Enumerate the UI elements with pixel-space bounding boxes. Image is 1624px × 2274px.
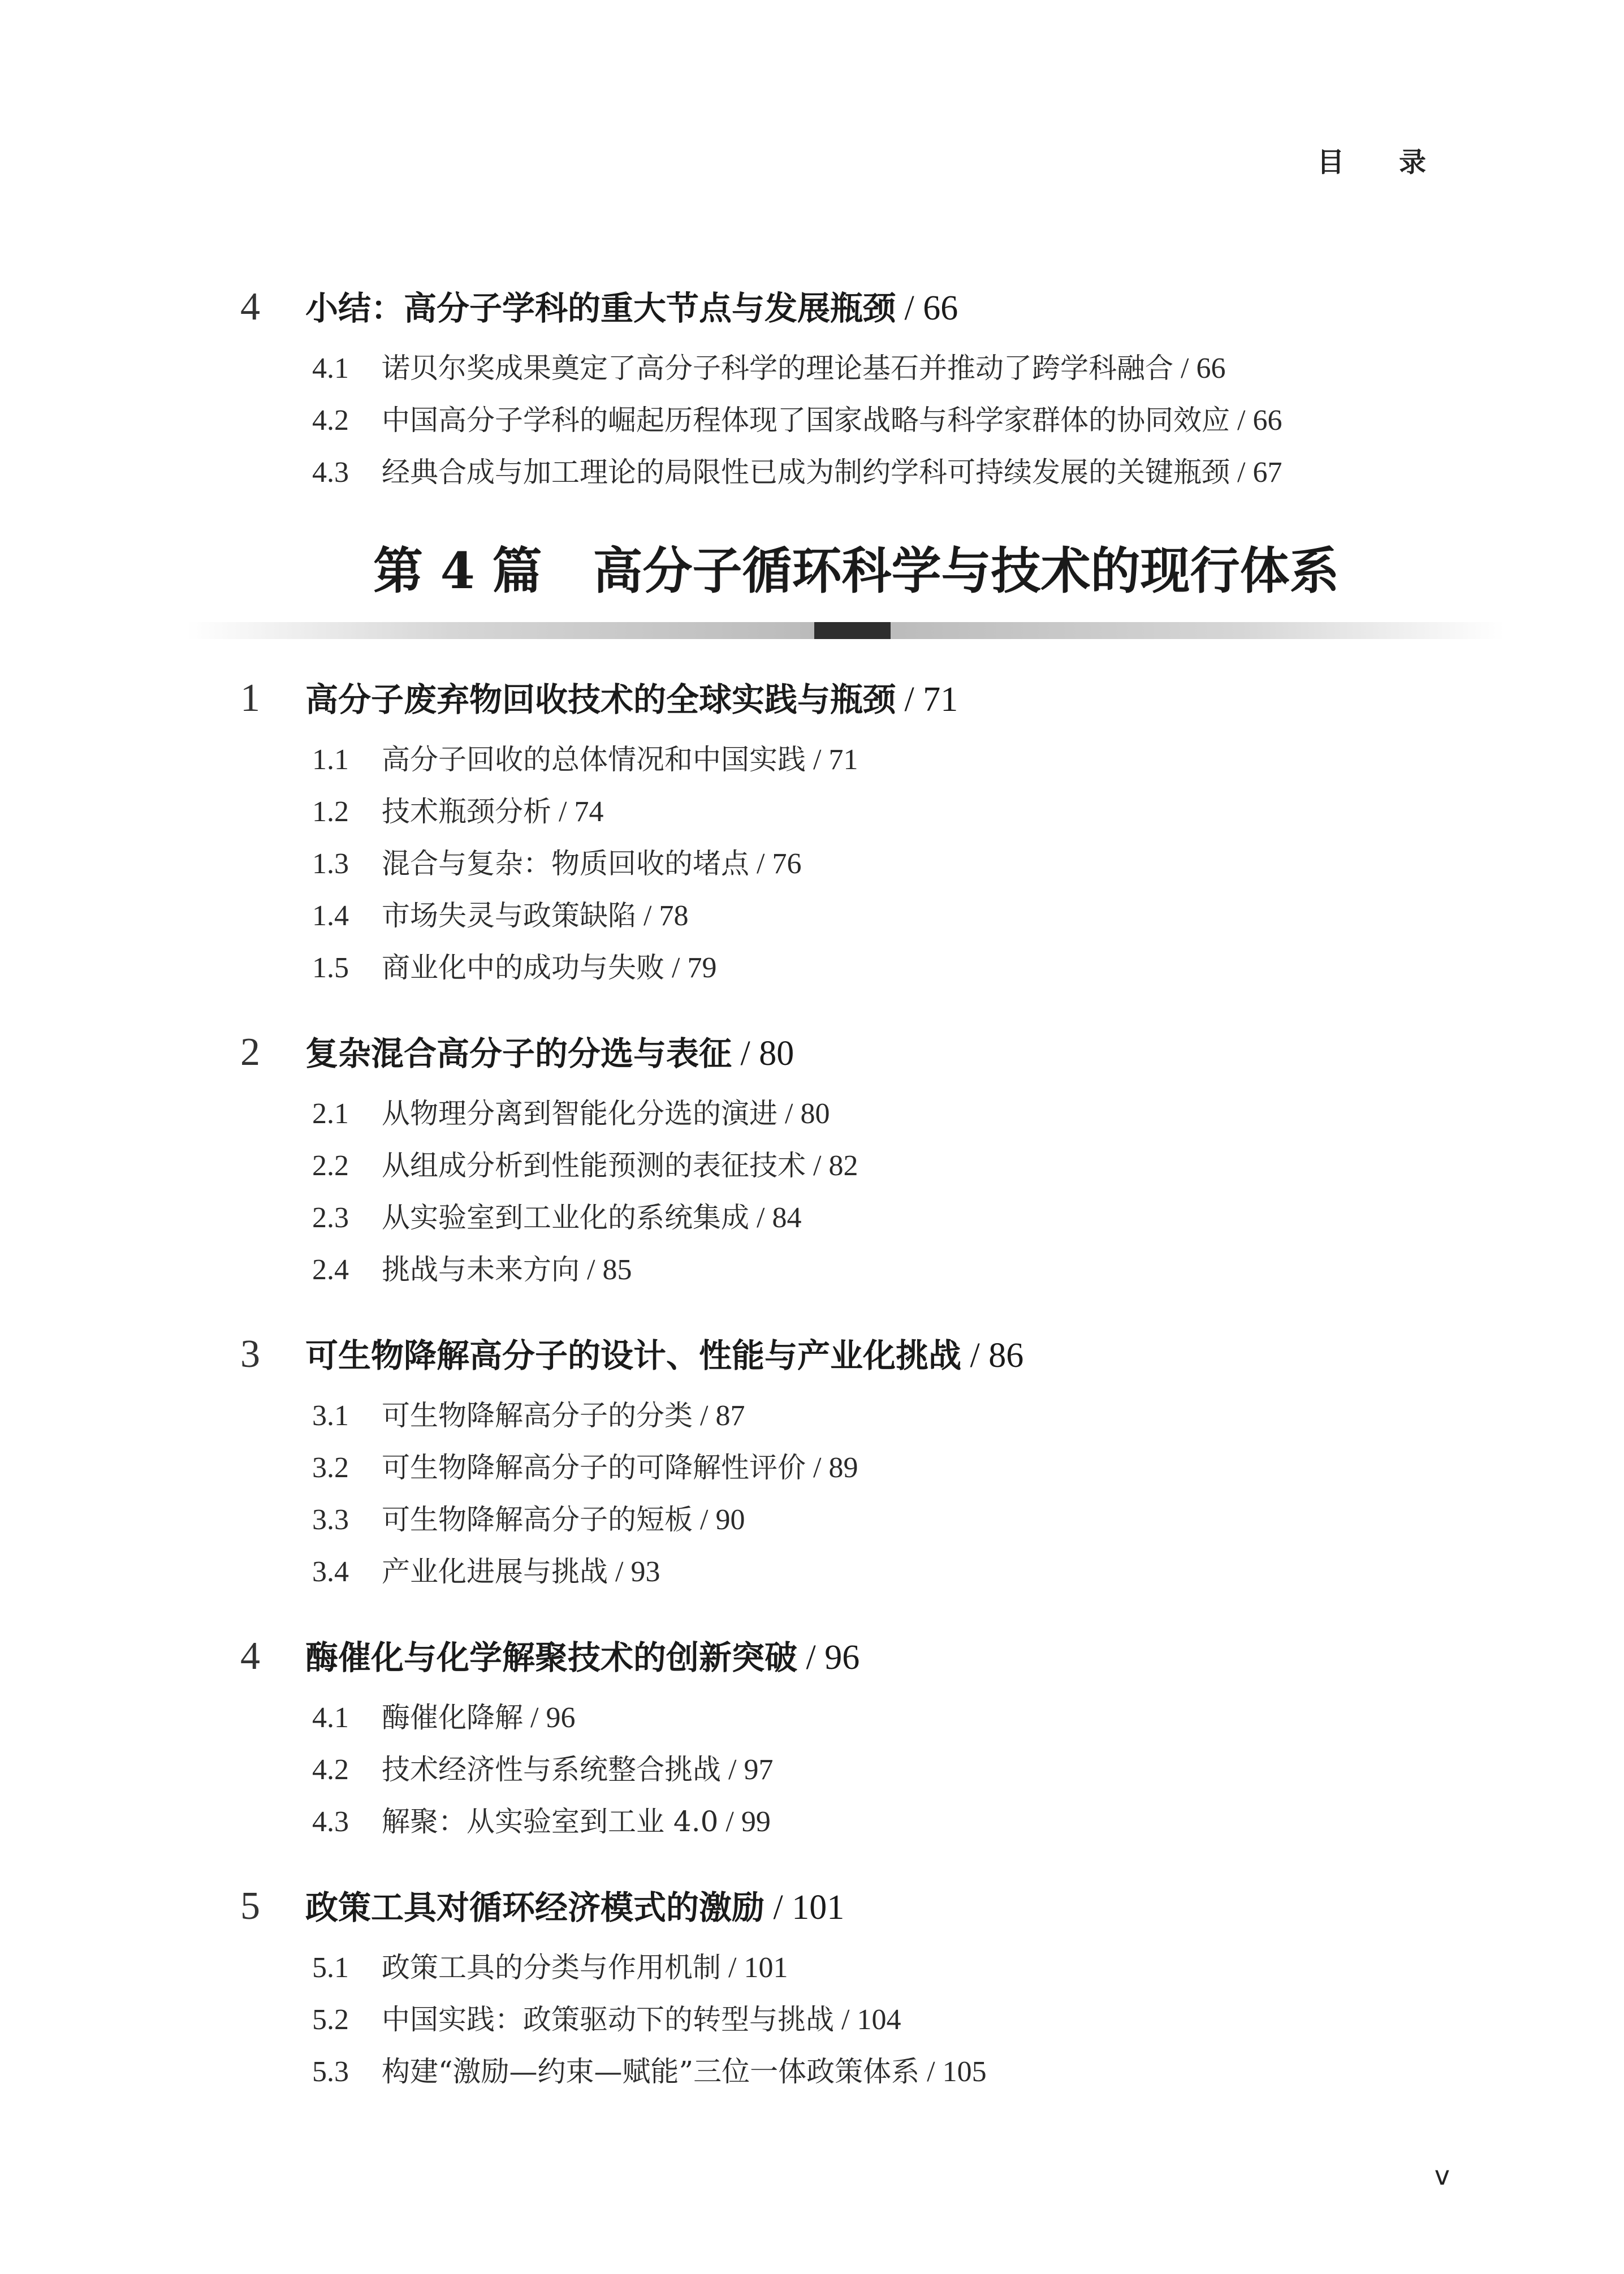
section-page: / 87 <box>693 1400 745 1432</box>
section-title: 政策工具的分类与作用机制 <box>382 1951 721 1984</box>
chapter-title: 可生物降解高分子的设计、性能与产业化挑战 <box>305 1336 962 1375</box>
chapter-number: 4 <box>240 285 260 329</box>
section-page: / 66 <box>1230 404 1282 437</box>
section-number: 4.2 <box>312 404 349 437</box>
section-page: / 85 <box>580 1254 632 1286</box>
section-number: 3.1 <box>312 1400 349 1432</box>
toc-section-entry[interactable] <box>312 1151 858 1181</box>
toc-chapter-entry[interactable] <box>240 1884 845 1928</box>
section-number: 1.5 <box>312 952 349 984</box>
section-number: 3.3 <box>312 1504 349 1536</box>
toc-section-entry[interactable] <box>312 458 1282 487</box>
section-page: / 99 <box>718 1806 771 1838</box>
toc-chapter-entry[interactable] <box>240 1332 1024 1376</box>
part-title: 高分子循环科学与技术的现行体系 <box>593 541 1340 600</box>
section-page: / 90 <box>693 1504 745 1536</box>
toc-section-entry[interactable] <box>312 953 716 983</box>
section-title: 酶催化降解 <box>382 1701 523 1734</box>
toc-chapter-entry[interactable] <box>240 676 958 720</box>
section-number: 4.1 <box>312 352 349 385</box>
section-page: / 67 <box>1230 456 1282 489</box>
section-page: / 80 <box>778 1098 830 1130</box>
section-page: / 89 <box>806 1452 858 1484</box>
chapter-number: 4 <box>240 1634 260 1678</box>
toc-section-entry[interactable] <box>312 1203 801 1233</box>
chapter-page: / 66 <box>896 289 958 327</box>
section-number: 5.2 <box>312 2004 349 2036</box>
chapter-number: 3 <box>240 1332 260 1376</box>
section-title: 商业化中的成功与失败 <box>382 951 664 984</box>
section-title: 市场失灵与政策缺陷 <box>382 899 636 932</box>
toc-section-entry[interactable] <box>312 354 1225 383</box>
part-heading <box>373 532 1340 603</box>
toc-section-entry[interactable] <box>312 1557 660 1587</box>
section-page: / 74 <box>551 796 604 828</box>
chapter-title: 政策工具对循环经济模式的激励 <box>305 1888 765 1927</box>
section-number: 2.3 <box>312 1202 349 1234</box>
toc-section-entry[interactable] <box>312 406 1282 435</box>
section-title: 产业化进展与挑战 <box>382 1555 608 1588</box>
section-page: / 84 <box>749 1202 802 1234</box>
section-title: 解聚：从实验室到工业 4.0 <box>382 1805 719 1838</box>
toc-section-entry[interactable] <box>312 2057 987 2087</box>
section-title: 从组成分析到性能预测的表征技术 <box>382 1149 806 1182</box>
section-page: / 97 <box>721 1754 774 1786</box>
running-header: 目 录 <box>1317 146 1449 178</box>
toc-section-entry[interactable] <box>312 1401 745 1431</box>
section-title: 从物理分离到智能化分选的演进 <box>382 1097 778 1130</box>
section-title: 可生物降解高分子的可降解性评价 <box>382 1451 806 1484</box>
section-title: 中国高分子学科的崛起历程体现了国家战略与科学家群体的协同效应 <box>382 404 1230 437</box>
section-title: 从实验室到工业化的系统集成 <box>382 1201 749 1234</box>
section-page: / 105 <box>919 2056 987 2088</box>
chapter-number: 2 <box>240 1030 260 1074</box>
toc-section-entry[interactable] <box>312 1807 771 1837</box>
section-title: 构建“激励—约束—赋能”三位一体政策体系 <box>382 2055 920 2088</box>
toc-section-entry[interactable] <box>312 1953 788 1983</box>
toc-section-entry[interactable] <box>312 1703 575 1733</box>
section-title: 技术瓶颈分析 <box>382 795 551 828</box>
section-title: 可生物降解高分子的分类 <box>382 1399 693 1432</box>
chapter-page: / 96 <box>797 1638 860 1677</box>
chapter-number: 5 <box>240 1884 260 1928</box>
section-page: / 101 <box>721 1952 788 1984</box>
toc-section-entry[interactable] <box>312 901 688 931</box>
toc-section-entry[interactable] <box>312 1255 632 1285</box>
chapter-title: 小结：高分子学科的重大节点与发展瓶颈 <box>305 289 896 327</box>
section-title: 可生物降解高分子的短板 <box>382 1503 693 1536</box>
chapter-page: / 71 <box>896 680 958 719</box>
section-number: 2.2 <box>312 1150 349 1182</box>
chapter-page: / 86 <box>961 1336 1024 1375</box>
toc-section-entry[interactable] <box>312 797 603 827</box>
section-number: 1.2 <box>312 796 349 828</box>
chapter-page: / 101 <box>765 1888 845 1927</box>
toc-chapter-entry[interactable] <box>240 1634 860 1678</box>
section-number: 2.4 <box>312 1254 349 1286</box>
section-title: 高分子回收的总体情况和中国实践 <box>382 743 806 776</box>
section-page: / 79 <box>664 952 717 984</box>
chapter-page: / 80 <box>732 1034 794 1073</box>
section-page: / 93 <box>608 1556 660 1588</box>
toc-section-entry[interactable] <box>312 1099 830 1129</box>
section-number: 4.1 <box>312 1702 349 1734</box>
section-page: / 66 <box>1173 352 1226 385</box>
section-title: 经典合成与加工理论的局限性已成为制约学科可持续发展的关键瓶颈 <box>382 456 1230 489</box>
section-page: / 104 <box>834 2004 901 2036</box>
section-number: 1.1 <box>312 744 349 776</box>
toc-section-entry[interactable] <box>312 745 858 775</box>
toc-section-entry[interactable] <box>312 849 801 879</box>
section-title: 技术经济性与系统整合挑战 <box>382 1753 721 1786</box>
section-number: 3.2 <box>312 1452 349 1484</box>
toc-section-entry[interactable] <box>312 1453 858 1483</box>
section-page: / 82 <box>806 1150 858 1182</box>
page-number: v <box>1434 2160 1450 2191</box>
chapter-title: 复杂混合高分子的分选与表征 <box>305 1034 732 1073</box>
chapter-title: 酶催化与化学解聚技术的创新突破 <box>305 1638 798 1677</box>
section-title: 中国实践：政策驱动下的转型与挑战 <box>382 2003 834 2036</box>
section-title: 诺贝尔奖成果奠定了高分子科学的理论基石并推动了跨学科融合 <box>382 352 1173 385</box>
toc-section-entry[interactable] <box>312 2005 901 2035</box>
section-number: 4.2 <box>312 1754 349 1786</box>
toc-chapter-entry[interactable] <box>240 1030 794 1074</box>
toc-chapter-entry[interactable] <box>240 287 958 327</box>
section-number: 1.4 <box>312 900 349 932</box>
section-number: 4.3 <box>312 456 349 489</box>
chapter-title: 高分子废弃物回收技术的全球实践与瓶颈 <box>305 680 896 719</box>
part-divider-accent <box>814 622 891 639</box>
toc-section-entry[interactable] <box>312 1505 745 1535</box>
section-number: 5.1 <box>312 1952 349 1984</box>
section-number: 3.4 <box>312 1556 349 1588</box>
chapter-number: 1 <box>240 676 260 720</box>
section-page: / 96 <box>523 1702 576 1734</box>
section-page: / 78 <box>636 900 689 932</box>
section-number: 1.3 <box>312 848 349 880</box>
toc-section-entry[interactable] <box>312 1755 773 1785</box>
part-label: 第 4 篇 <box>373 541 542 600</box>
section-title: 混合与复杂：物质回收的堵点 <box>382 847 749 880</box>
section-page: / 71 <box>806 744 858 776</box>
section-number: 5.3 <box>312 2056 349 2088</box>
section-number: 2.1 <box>312 1098 349 1130</box>
section-page: / 76 <box>749 848 802 880</box>
section-number: 4.3 <box>312 1806 349 1838</box>
section-title: 挑战与未来方向 <box>382 1253 580 1286</box>
